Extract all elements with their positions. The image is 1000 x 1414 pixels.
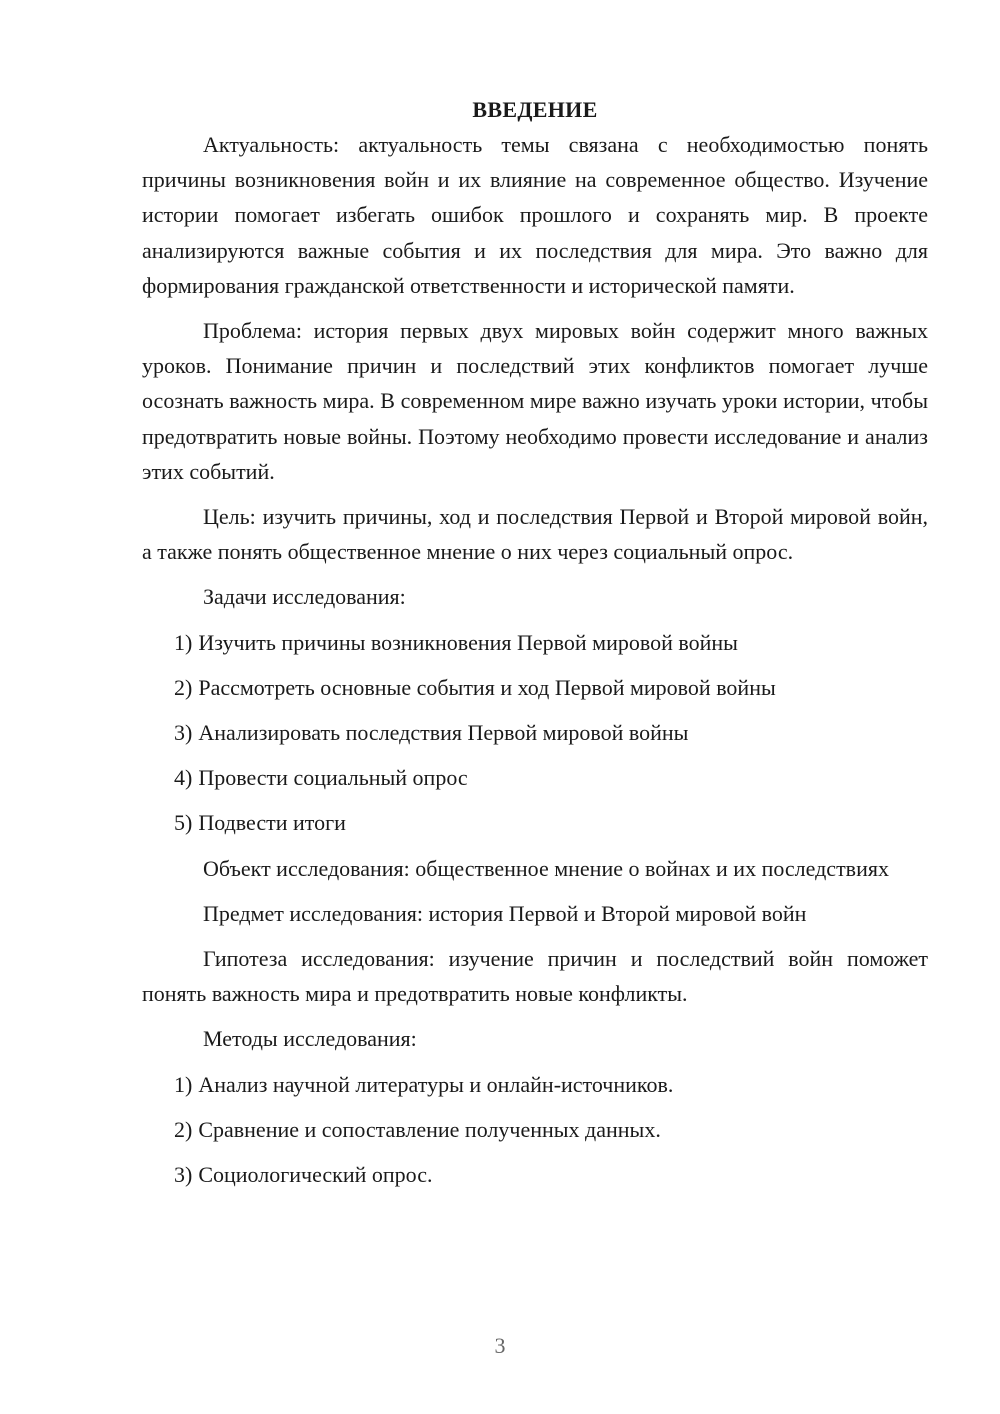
list-item (142, 805, 928, 840)
object-paragraph: Объект исследования: общественное мнение о войнах и их последствиях (203, 855, 889, 881)
goal-paragraph: Цель: изучить причины, ход и последствия Первой и Второй мировой войн, а также понять общественное мнение о них через социальный опрос. (142, 504, 928, 565)
list-item-text: Сравнение и сопоставление полученных данных. (198, 1116, 661, 1142)
list-item-number: 3) (174, 720, 193, 746)
list-item-text: Изучить причины возникновения Первой мировой войны (198, 629, 738, 655)
list-item-text: Анализ научной литературы и онлайн-источников. (198, 1071, 674, 1097)
section-title: ВВЕДЕНИЕ (472, 97, 598, 122)
methods-list (142, 1067, 928, 1193)
methods-heading: Методы исследования: (203, 1026, 417, 1052)
hypothesis-paragraph: Гипотеза исследования: изучение причин и последствий войн поможет понять важность мира и предотвратить новые конфликты. (142, 946, 928, 1007)
list-item-number: 2) (174, 674, 193, 700)
list-item-text: Провести социальный опрос (198, 765, 468, 791)
tasks-heading: Задачи исследования: (203, 584, 406, 610)
tasks-list (142, 625, 928, 841)
list-item-number: 4) (174, 765, 193, 791)
list-item (142, 1067, 928, 1102)
list-item (142, 1157, 928, 1192)
relevance-paragraph: Актуальность: актуальность темы связана с необходимостью понять причины возникновения войн и их влияние на современное общество. Изучение истории помогает избегать ошибок прошлого и сохранять мир. В проекте анализируются важные события и их последствия для мира. Это важно для формирования гражданской ответственности и исторической памяти. (142, 132, 928, 298)
subject-paragraph: Предмет исследования: история Первой и Второй мировой войн (203, 900, 807, 926)
list-item-number: 1) (174, 629, 193, 655)
list-item-number: 1) (174, 1071, 193, 1097)
document-page (142, 92, 928, 1202)
problem-paragraph: Проблема: история первых двух мировых войн содержит много важных уроков. Понимание причин и последствий этих конфликтов помогает лучше осознать важность мира. В современном мире важно изучать уроки истории, чтобы предотвратить новые войны. Поэтому необходимо провести исследование и анализ этих событий. (142, 318, 928, 484)
list-item-text: Социологический опрос. (198, 1162, 433, 1188)
list-item-number: 5) (174, 810, 193, 836)
list-item-number: 2) (174, 1116, 193, 1142)
list-item-text: Подвести итоги (198, 810, 346, 836)
list-item (142, 625, 928, 660)
list-item (142, 1112, 928, 1147)
list-item-text: Рассмотреть основные события и ход Первой мировой войны (198, 674, 776, 700)
list-item-number: 3) (174, 1162, 193, 1188)
list-item-text: Анализировать последствия Первой мировой войны (198, 720, 689, 746)
list-item (142, 715, 928, 750)
page-number: 3 (494, 1333, 506, 1358)
list-item (142, 760, 928, 795)
list-item (142, 670, 928, 705)
